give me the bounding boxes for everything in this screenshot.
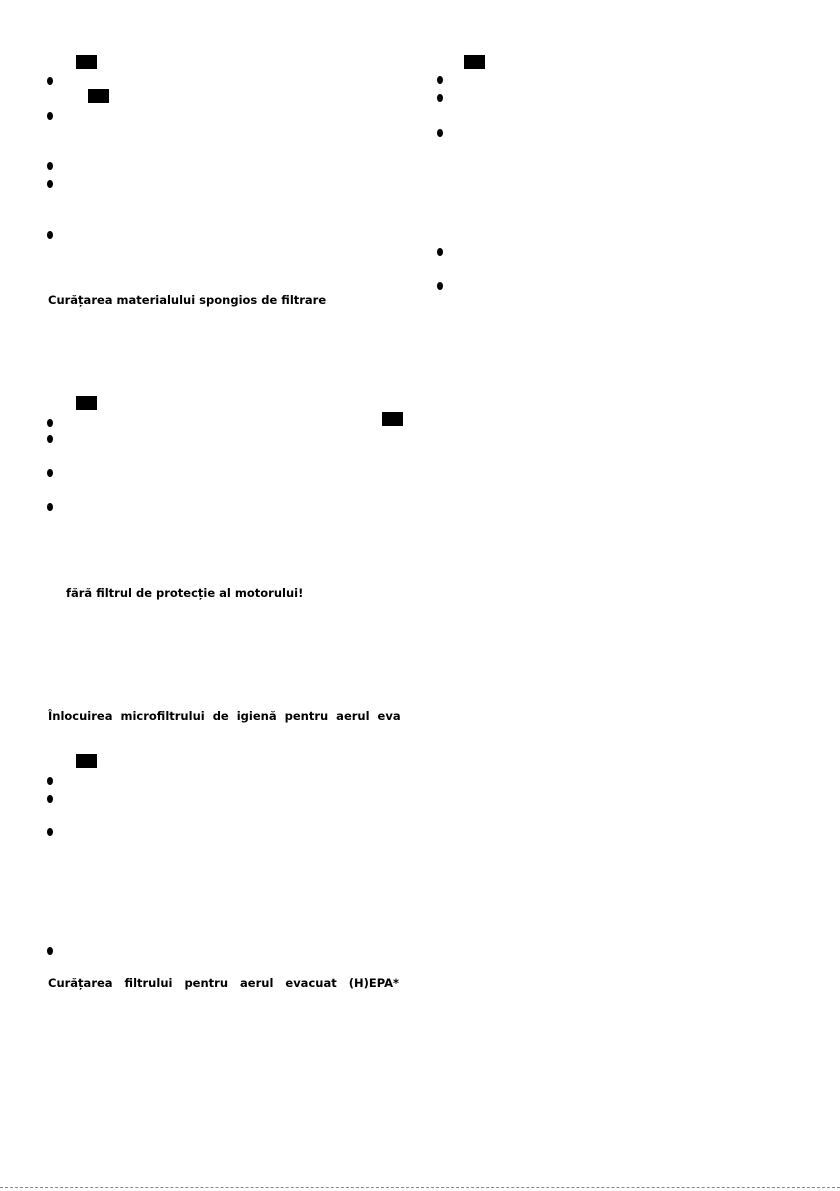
list-bullet: [47, 180, 53, 188]
page-bottom-edge: [0, 1187, 840, 1188]
list-bullet: [47, 503, 53, 511]
list-bullet: [47, 419, 53, 427]
list-bullet: [437, 129, 443, 137]
figure-ref-badge: [76, 754, 97, 768]
list-bullet: [47, 231, 53, 239]
list-bullet: [47, 77, 53, 85]
list-bullet: [437, 76, 443, 84]
heading-sponge-filter-cleaning: Curățarea materialului spongios de filtrare: [48, 293, 327, 307]
heading-hygiene-microfilter-replacement: Înlocuirea microfiltrului de igienă pentru aerul eva: [48, 709, 401, 723]
list-bullet: [47, 435, 53, 443]
figure-ref-badge: [76, 55, 97, 69]
list-bullet: [47, 947, 53, 955]
figure-ref-badge: [464, 55, 485, 69]
list-bullet: [47, 828, 53, 836]
heading-hepa-filter-cleaning: Curățarea filtrului pentru aerul evacuat (H)EPA*: [48, 976, 399, 990]
list-bullet: [47, 777, 53, 785]
list-bullet: [47, 112, 53, 120]
list-bullet: [437, 282, 443, 290]
figure-ref-badge: [88, 89, 109, 103]
list-bullet: [437, 248, 443, 256]
figure-ref-badge: [76, 396, 97, 410]
list-bullet: [47, 795, 53, 803]
list-bullet: [437, 94, 443, 102]
list-bullet: [47, 469, 53, 477]
warning-motor-protection-filter: fără filtrul de protecție al motorului!: [66, 586, 304, 600]
figure-ref-badge: [382, 412, 403, 426]
list-bullet: [47, 162, 53, 170]
